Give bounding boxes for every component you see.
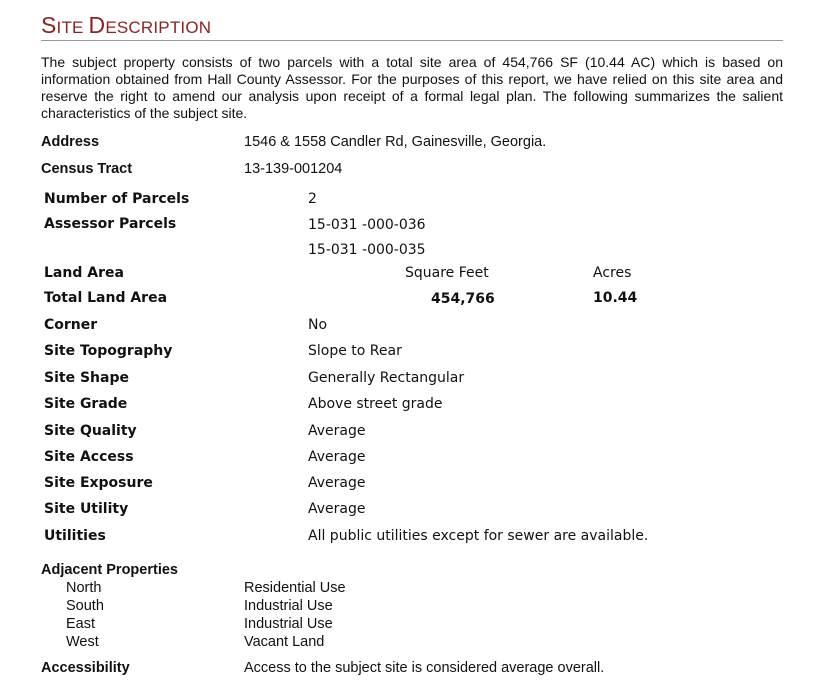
assessor-parcel-value: 15-031 -000-036 bbox=[308, 217, 426, 233]
heading-initial-1: S bbox=[41, 12, 57, 38]
number-of-parcels-label: Number of Parcels bbox=[44, 191, 190, 207]
section-heading bbox=[41, 12, 783, 41]
site-shape-value: Generally Rectangular bbox=[308, 370, 465, 386]
corner-value: No bbox=[308, 317, 328, 333]
heading-initial-2: D bbox=[88, 12, 106, 38]
site-topography-value: Slope to Rear bbox=[308, 343, 402, 359]
assessor-parcels-label: Assessor Parcels bbox=[44, 216, 177, 232]
heading-rest-1: ITE bbox=[56, 18, 84, 37]
site-exposure-value: Average bbox=[308, 475, 366, 491]
census-tract-label: Census Tract bbox=[41, 161, 133, 177]
site-access-value: Average bbox=[308, 449, 366, 465]
number-of-parcels-value: 2 bbox=[308, 191, 317, 207]
adjacent-use-west: Vacant Land bbox=[244, 634, 325, 650]
square-feet-header: Square Feet bbox=[405, 265, 489, 281]
address-value: 1546 & 1558 Candler Rd, Gainesville, Georgia. bbox=[244, 134, 547, 150]
utilities-label: Utilities bbox=[44, 528, 106, 544]
corner-label: Corner bbox=[44, 317, 98, 333]
site-access-label: Site Access bbox=[44, 449, 134, 465]
adjacent-use-north: Residential Use bbox=[244, 580, 346, 596]
site-exposure-label: Site Exposure bbox=[44, 475, 153, 491]
heading-rest-2: ESCRIPTION bbox=[105, 18, 212, 37]
site-topography-label: Site Topography bbox=[44, 343, 173, 359]
site-shape-label: Site Shape bbox=[44, 370, 129, 386]
site-grade-value: Above street grade bbox=[308, 396, 443, 412]
accessibility-label: Accessibility bbox=[41, 660, 130, 676]
adjacent-use-south: Industrial Use bbox=[244, 598, 333, 614]
adjacent-use-east: Industrial Use bbox=[244, 616, 333, 632]
address-label: Address bbox=[41, 134, 100, 150]
land-area-label: Land Area bbox=[44, 265, 124, 281]
total-land-area-acres: 10.44 bbox=[593, 290, 638, 306]
adjacent-direction-north: North bbox=[66, 580, 102, 596]
total-land-area-sf: 454,766 bbox=[431, 291, 495, 307]
utilities-value: All public utilities except for sewer are available. bbox=[308, 528, 649, 544]
accessibility-value: Access to the subject site is considered average overall. bbox=[244, 660, 605, 676]
heading-divider bbox=[41, 40, 783, 41]
site-quality-value: Average bbox=[308, 423, 366, 439]
site-grade-label: Site Grade bbox=[44, 396, 128, 412]
adjacent-properties-label: Adjacent Properties bbox=[41, 562, 178, 578]
adjacent-direction-south: South bbox=[66, 598, 104, 614]
assessor-parcel-value: 15-031 -000-035 bbox=[308, 242, 426, 258]
adjacent-direction-east: East bbox=[66, 616, 96, 632]
site-utility-label: Site Utility bbox=[44, 501, 129, 517]
site-utility-value: Average bbox=[308, 501, 366, 517]
acres-header: Acres bbox=[593, 265, 632, 281]
intro-paragraph: The subject property consists of two parcels with a total site area of 454,766 SF (10.44 AC) which is based on information obtained from Hall County Assessor. For the purposes of this report, we have relied on this site area and reserve the right to amend our analysis upon receipt of a formal legal plan. The following summarizes the salient characteristics of the subject site. bbox=[41, 54, 783, 121]
census-tract-value: 13-139-001204 bbox=[244, 161, 343, 177]
adjacent-direction-west: West bbox=[66, 634, 99, 650]
total-land-area-label: Total Land Area bbox=[44, 290, 168, 306]
site-quality-label: Site Quality bbox=[44, 423, 137, 439]
